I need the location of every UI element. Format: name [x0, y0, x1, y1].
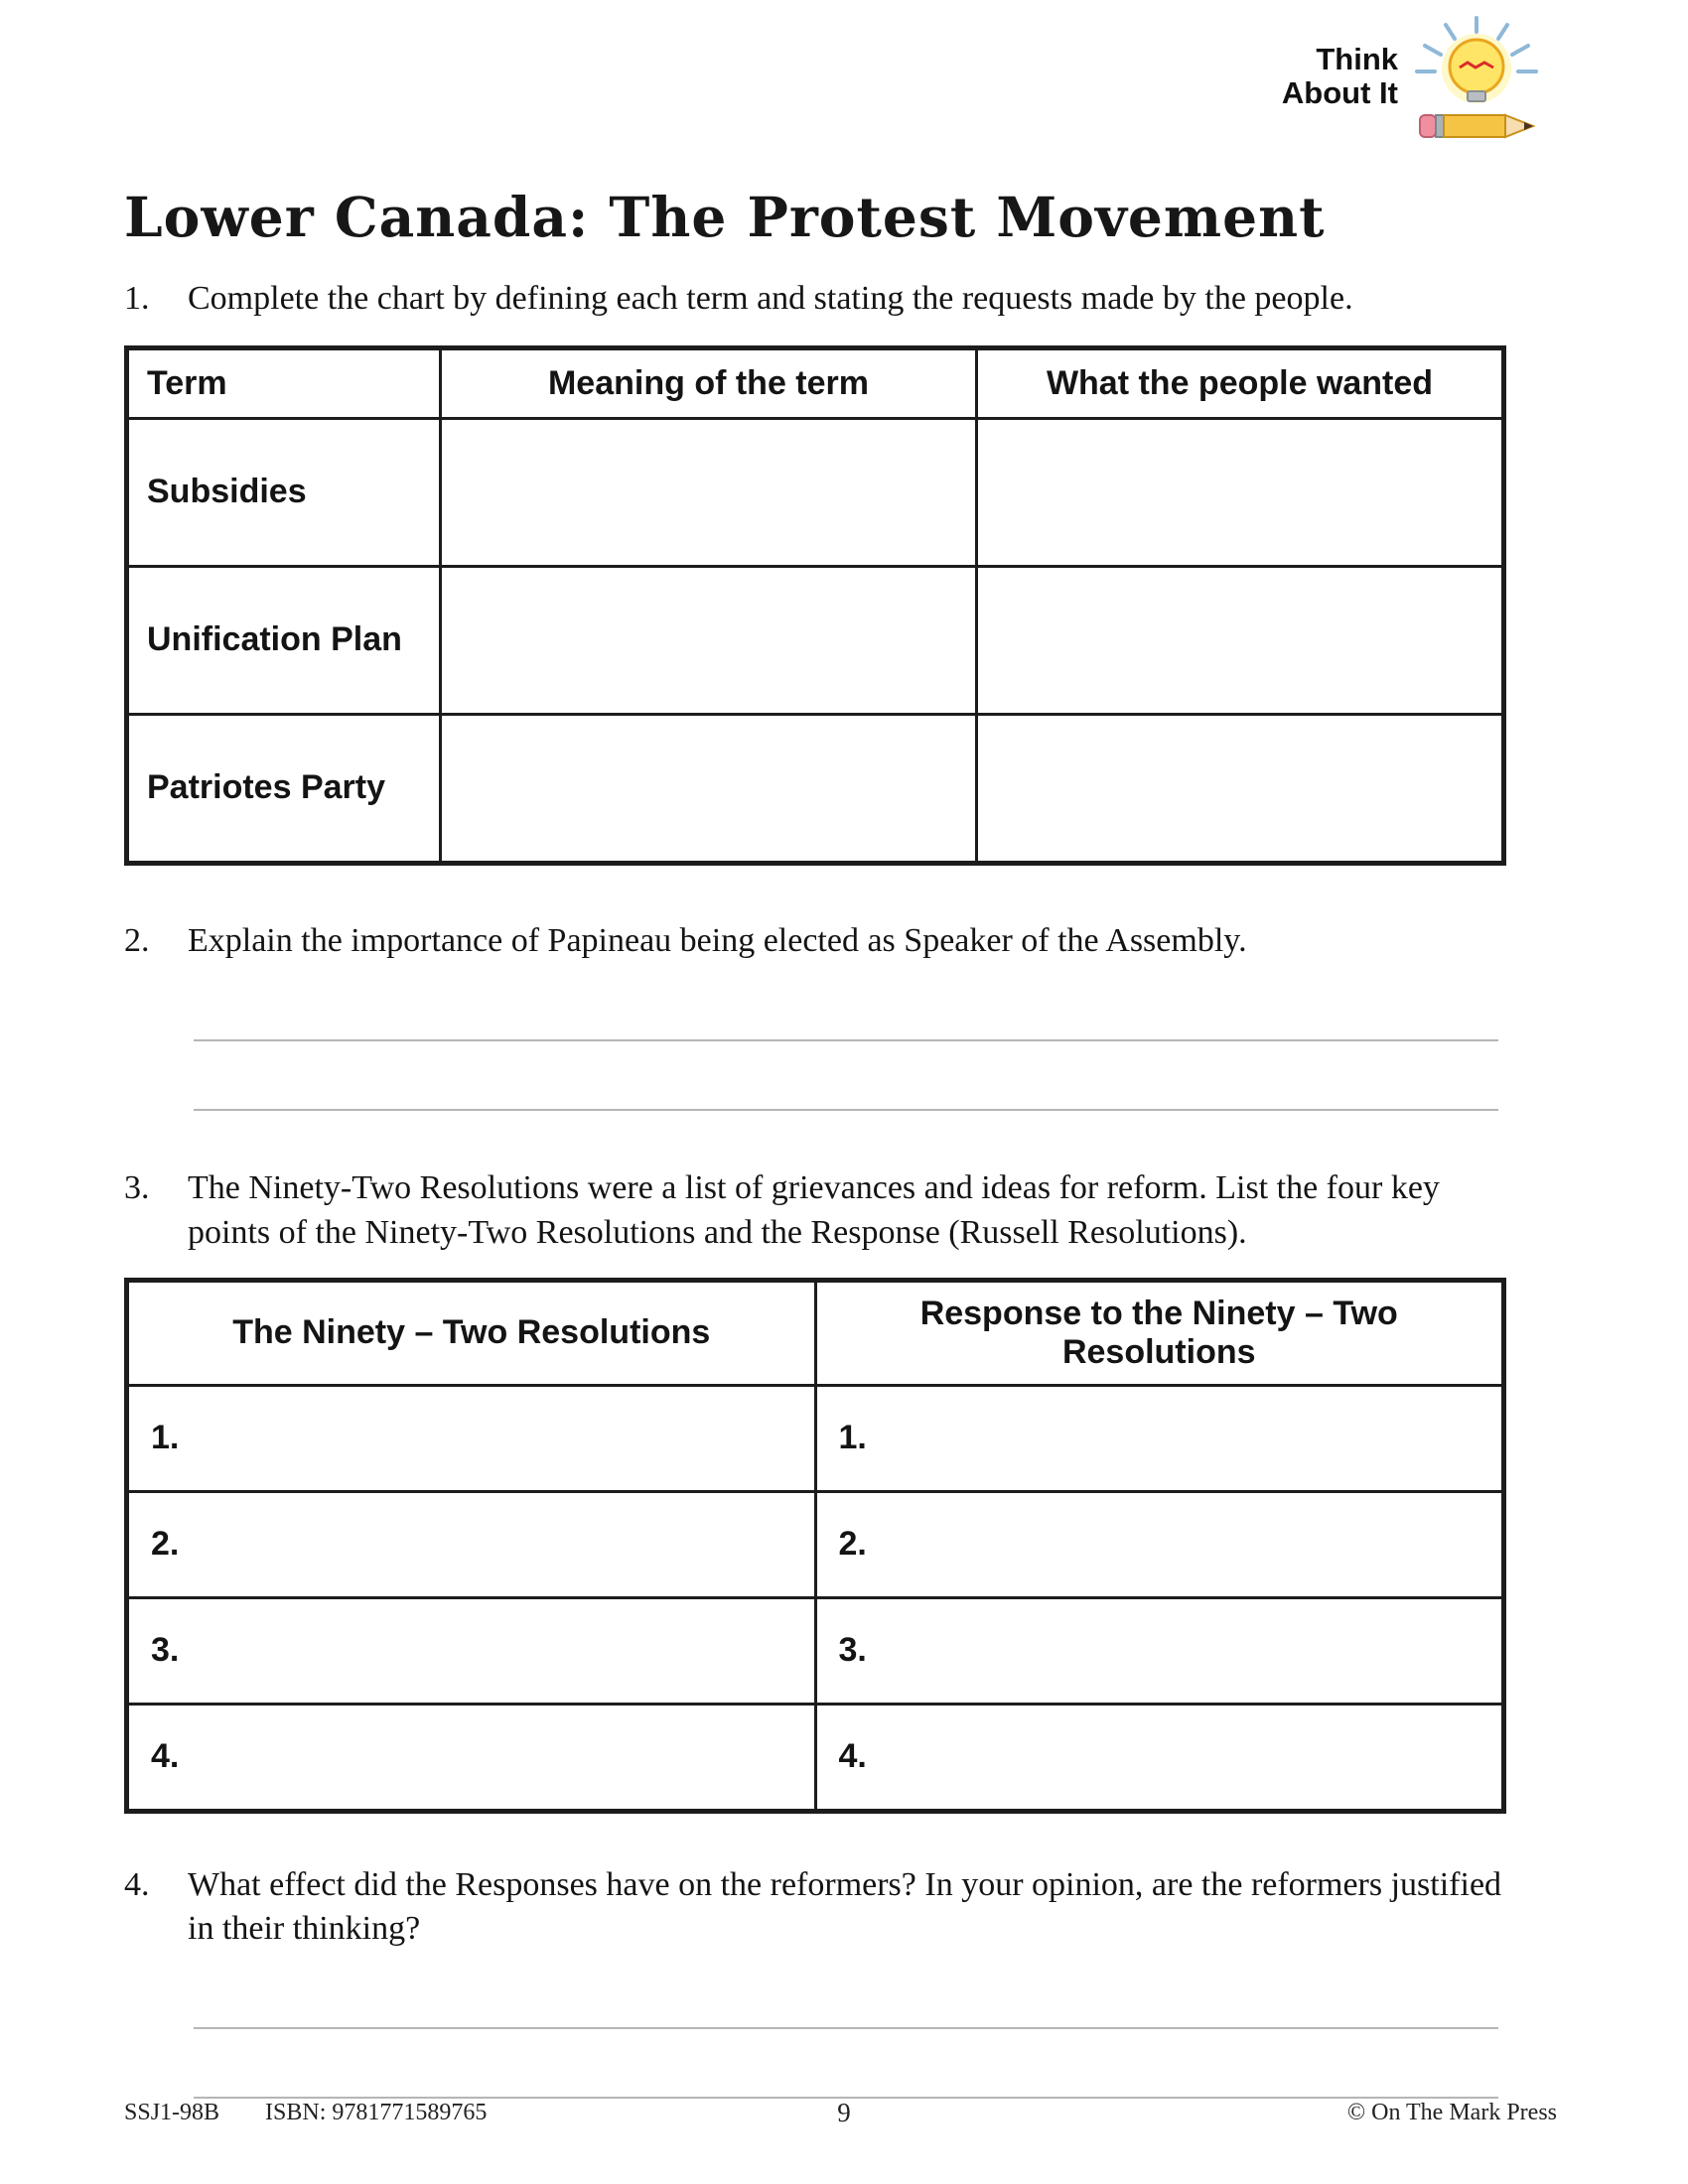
answer-line[interactable] [194, 972, 1498, 1041]
answer-cell-wanted[interactable] [977, 566, 1504, 714]
question-1 [124, 277, 1506, 322]
answer-cell-meaning[interactable] [441, 714, 977, 863]
table-row [127, 1491, 1504, 1597]
question-4-number: 4. [124, 1865, 150, 1903]
term-label: Subsidies [127, 418, 441, 566]
question-2-text: Explain the importance of Papineau being elected as Speaker of the Assembly. [188, 921, 1247, 959]
column-header-meaning: Meaning of the term [441, 347, 977, 418]
answer-cell-meaning[interactable] [441, 566, 977, 714]
column-header-term: Term [127, 347, 441, 418]
column-header-wanted: What the people wanted [977, 347, 1504, 418]
answer-line[interactable] [194, 1041, 1498, 1111]
question-2-answer-lines [194, 972, 1498, 1111]
answer-cell-resolution-2[interactable]: 2. [127, 1491, 816, 1597]
question-1-text: Complete the chart by defining each term and stating the requests made by the people. [188, 280, 1353, 317]
answer-cell-response-2[interactable]: 2. [815, 1491, 1504, 1597]
answer-cell-resolution-4[interactable]: 4. [127, 1704, 816, 1811]
table-row [127, 566, 1504, 714]
table-row [127, 714, 1504, 863]
answer-cell-resolution-1[interactable]: 1. [127, 1385, 816, 1491]
terms-table-header-row [127, 347, 1504, 418]
table-row [127, 1704, 1504, 1811]
logo-line-1: Think [1316, 42, 1398, 77]
answer-cell-response-3[interactable]: 3. [815, 1597, 1504, 1704]
question-4 [124, 1863, 1506, 1953]
table-row [127, 1385, 1504, 1491]
question-2-number: 2. [124, 921, 150, 959]
terms-table [124, 345, 1506, 866]
resolutions-table [124, 1278, 1506, 1814]
term-label: Patriotes Party [127, 714, 441, 863]
answer-line[interactable] [194, 2029, 1498, 2099]
answer-line[interactable] [194, 1960, 1498, 2029]
page-number: 9 [837, 2098, 851, 2127]
answer-cell-resolution-3[interactable]: 3. [127, 1597, 816, 1704]
answer-cell-wanted[interactable] [977, 714, 1504, 863]
answer-cell-wanted[interactable] [977, 418, 1504, 566]
table-row [127, 1597, 1504, 1704]
column-header-response: Response to the Ninety – Two Resolutions [815, 1280, 1504, 1385]
answer-cell-response-4[interactable]: 4. [815, 1704, 1504, 1811]
question-2 [124, 919, 1506, 964]
footer-isbn: ISBN: 9781771589765 [265, 2100, 488, 2125]
footer-product-code: SSJ1-98B [124, 2100, 220, 2125]
resolutions-table-header-row [127, 1280, 1504, 1385]
question-4-answer-lines [194, 1960, 1498, 2099]
question-3-text: The Ninety-Two Resolutions were a list of grievances and ideas for reform. List the four key points of the Ninety-Two Resolutions and the Response (Russell Resolutions). [188, 1168, 1440, 1251]
table-row [127, 418, 1504, 566]
question-3-number: 3. [124, 1168, 150, 1206]
answer-cell-meaning[interactable] [441, 418, 977, 566]
question-1-number: 1. [124, 280, 150, 317]
question-4-text: What effect did the Responses have on the reformers? In your opinion, are the reformers justified in their thinking? [188, 1865, 1502, 1948]
term-label: Unification Plan [127, 566, 441, 714]
question-3 [124, 1166, 1506, 1256]
page-title: Lower Canada: The Protest Movement [124, 185, 1326, 249]
page-content [124, 0, 1506, 2099]
logo-line-2: About It [1281, 74, 1398, 110]
answer-cell-response-1[interactable]: 1. [815, 1385, 1504, 1491]
column-header-resolutions: The Ninety – Two Resolutions [127, 1280, 816, 1385]
footer-publisher: © On The Mark Press [1346, 2100, 1557, 2125]
